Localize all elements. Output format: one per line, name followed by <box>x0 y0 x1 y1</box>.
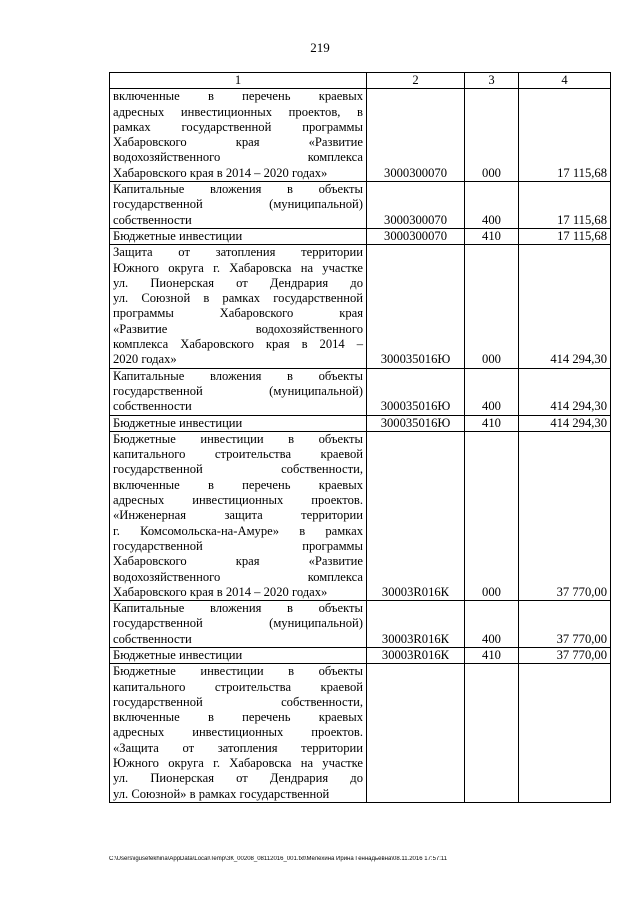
description-line: адресных инвестиционных проектов, в <box>113 104 363 119</box>
description-line: Капитальные вложения в объекты <box>113 182 363 197</box>
row-amount: 17 115,68 <box>519 228 611 244</box>
description-line: Хабаровского края «Развитие <box>113 554 363 569</box>
description-line: собственности <box>113 399 192 414</box>
table-row <box>110 89 611 182</box>
row-description <box>110 182 367 229</box>
row-expense-type: 000 <box>465 431 519 600</box>
description-line: рамках государственной программы <box>113 119 363 134</box>
row-description <box>110 415 367 431</box>
row-amount: 37 770,00 <box>519 647 611 663</box>
description-line: адресных инвестиционных проектов. <box>113 493 363 508</box>
description-line: Бюджетные инвестиции в объекты <box>113 431 363 446</box>
row-expense-type: 410 <box>465 647 519 663</box>
table-row <box>110 431 611 600</box>
description-line: Хабаровского края «Развитие <box>113 135 363 150</box>
table-row <box>110 601 611 648</box>
row-code: 300035016Ю <box>367 245 465 368</box>
description-line: г. Комсомольска-на-Амуре» в рамках <box>113 523 363 538</box>
row-description <box>110 647 367 663</box>
row-amount: 414 294,30 <box>519 368 611 415</box>
row-code: 30003R016К <box>367 601 465 648</box>
row-amount: 414 294,30 <box>519 245 611 368</box>
header-cell-2: 2 <box>367 73 465 89</box>
row-code: 300035016Ю <box>367 415 465 431</box>
description-line: ул. Союзной в рамках государственной <box>113 291 363 306</box>
description-line: Южного округа г. Хабаровска на участке <box>113 260 363 275</box>
table-row <box>110 368 611 415</box>
row-expense-type: 000 <box>465 245 519 368</box>
description-line: «Развитие водохозяйственного <box>113 321 363 336</box>
description-line: капитального строительства краевой <box>113 447 363 462</box>
description-line: комплекса Хабаровского края в 2014 – <box>113 337 363 352</box>
table-header-row <box>110 73 611 89</box>
description-line: «Инженерная защита территории <box>113 508 363 523</box>
description-line: государственной программы <box>113 538 363 553</box>
description-line: водохозяйственного комплекса <box>113 569 363 584</box>
table-row <box>110 245 611 368</box>
budget-table <box>109 72 611 803</box>
description-line: собственности <box>113 631 192 646</box>
row-description <box>110 89 367 182</box>
description-line: программы Хабаровского края <box>113 306 363 321</box>
description-line: «Защита от затопления территории <box>113 740 363 755</box>
description-line: государственной собственности, <box>113 462 363 477</box>
row-description <box>110 245 367 368</box>
row-expense-type: 410 <box>465 415 519 431</box>
row-expense-type: 000 <box>465 89 519 182</box>
row-amount: 414 294,30 <box>519 415 611 431</box>
description-line: государственной (муниципальной) <box>113 383 363 398</box>
description-line: 2020 годах» <box>113 352 177 367</box>
description-line: государственной (муниципальной) <box>113 197 363 212</box>
description-line: капитального строительства краевой <box>113 679 363 694</box>
row-code: 300035016Ю <box>367 368 465 415</box>
row-amount <box>519 664 611 803</box>
description-line: Бюджетные инвестиции <box>113 415 243 430</box>
description-line: Хабаровского края в 2014 – 2020 годах» <box>113 584 328 599</box>
description-line: ул. Пионерская от Дендрария до <box>113 275 363 290</box>
row-description <box>110 601 367 648</box>
row-description <box>110 368 367 415</box>
header-cell-3: 3 <box>465 73 519 89</box>
table-row <box>110 182 611 229</box>
row-code: 3000300070 <box>367 182 465 229</box>
table-row <box>110 228 611 244</box>
file-path-footer: C:\Users\igusefekhina\AppData\Local\Temp\ЗК_00208_08112016_001.txt\Мелехина Ирина Геннадьевна\08.11.2016 17:57:11 <box>109 856 448 862</box>
row-description <box>110 664 367 803</box>
header-cell-1: 1 <box>110 73 367 89</box>
row-code: 3000300070 <box>367 89 465 182</box>
table-row <box>110 647 611 663</box>
description-line: Бюджетные инвестиции <box>113 647 243 662</box>
row-amount: 17 115,68 <box>519 182 611 229</box>
table-row <box>110 415 611 431</box>
description-line: Защита от затопления территории <box>113 245 363 260</box>
row-description <box>110 228 367 244</box>
row-code: 3000300070 <box>367 228 465 244</box>
row-expense-type: 400 <box>465 368 519 415</box>
row-code <box>367 664 465 803</box>
description-line: Бюджетные инвестиции <box>113 228 243 243</box>
row-code: 30003R016К <box>367 647 465 663</box>
row-amount: 17 115,68 <box>519 89 611 182</box>
description-line: собственности <box>113 212 192 227</box>
row-amount: 37 770,00 <box>519 431 611 600</box>
description-line: государственной собственности, <box>113 694 363 709</box>
description-line: включенные в перечень краевых <box>113 89 363 104</box>
description-line: Хабаровского края в 2014 – 2020 годах» <box>113 165 328 180</box>
description-line: водохозяйственного комплекса <box>113 150 363 165</box>
row-amount: 37 770,00 <box>519 601 611 648</box>
row-expense-type: 400 <box>465 601 519 648</box>
header-cell-4: 4 <box>519 73 611 89</box>
description-line: включенные в перечень краевых <box>113 710 363 725</box>
description-line: адресных инвестиционных проектов. <box>113 725 363 740</box>
description-line: Капитальные вложения в объекты <box>113 601 363 616</box>
row-description <box>110 431 367 600</box>
description-line: ул. Союзной» в рамках государственной <box>113 786 330 801</box>
description-line: Южного округа г. Хабаровска на участке <box>113 756 363 771</box>
description-line: государственной (муниципальной) <box>113 616 363 631</box>
description-line: включенные в перечень краевых <box>113 477 363 492</box>
page-number: 219 <box>310 40 330 55</box>
row-expense-type: 410 <box>465 228 519 244</box>
table-row <box>110 664 611 803</box>
description-line: ул. Пионерская от Дендрария до <box>113 771 363 786</box>
row-code: 30003R016К <box>367 431 465 600</box>
description-line: Капитальные вложения в объекты <box>113 368 363 383</box>
row-expense-type <box>465 664 519 803</box>
description-line: Бюджетные инвестиции в объекты <box>113 664 363 679</box>
row-expense-type: 400 <box>465 182 519 229</box>
